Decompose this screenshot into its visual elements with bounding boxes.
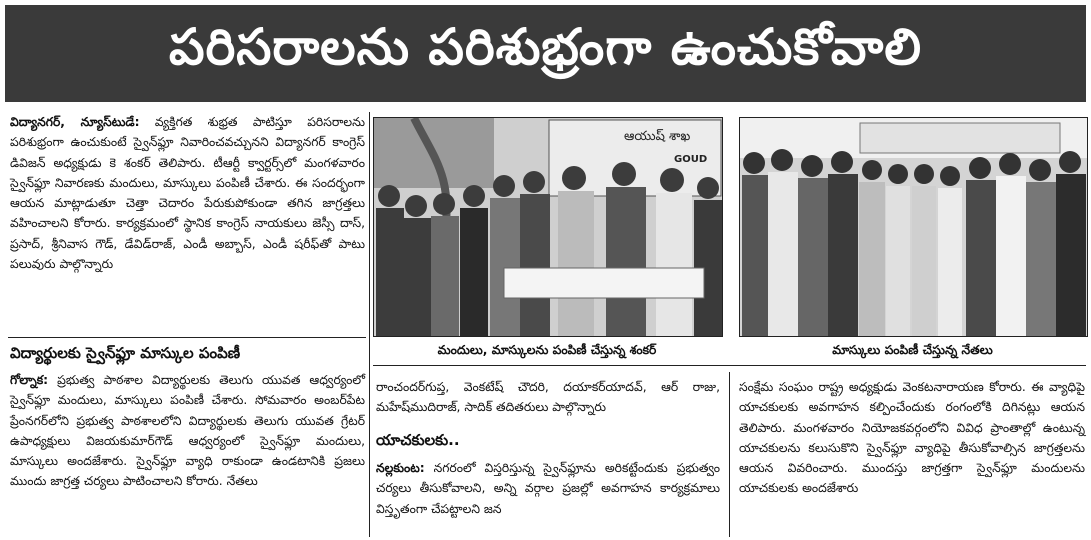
- photo-distribution-shankar: [373, 117, 723, 337]
- story-3-heading: యాచకులకు..: [376, 431, 460, 449]
- photo-1-caption: మందులు, మాస్కులను పంపిణీ చేస్తున్న శంకర్: [437, 343, 657, 357]
- story-3: [376, 458, 720, 519]
- story-2-heading: విద్యార్థులకు స్వైన్‌ఫ్లూ మాస్కుల పంపిణీ: [10, 344, 241, 362]
- caption-divider: [373, 365, 1086, 366]
- crowd-photo-2: [740, 118, 1087, 336]
- story-2-dateline: గోల్నాక:: [10, 373, 49, 387]
- story-1-dateline: విద్యానగర్, న్యూస్‌టుడే:: [10, 115, 140, 129]
- story-2: [10, 370, 365, 492]
- story-3-dateline: నల్లకుంట:: [376, 461, 425, 475]
- crowd-photo-1: [374, 118, 722, 336]
- headline: పరిసరాలను పరిశుభ్రంగా ఉంచుకోవాలి: [5, 5, 1086, 102]
- photo-2-caption: మాస్కులు పంపిణీ చేస్తున్న నేతలు: [832, 343, 993, 357]
- column-divider: [369, 112, 370, 537]
- photo-1-banner-text: ఆయుష్ శాఖ: [624, 129, 691, 144]
- story-2-continued: రాంచందర్‌గుప్త, వెంకటేష్ చౌదరి, దయాకర్‌యాదవ్, ఆర్ రాజు, మహేష్‌ముదిరాజ్, సాదిక్ తదితరులు పాల్గొన్నారు: [376, 380, 720, 415]
- photo-1-banner-name: GOUD: [674, 154, 708, 165]
- column-divider-2: [729, 372, 730, 537]
- section-divider: [8, 337, 366, 338]
- story-1: [10, 112, 365, 274]
- story-2-body: ప్రభుత్వ పాఠశాల విద్యార్థులకు తెలుగు యువత ఆధ్వర్యంలో స్వైన్‌ఫ్లూ మందులు, మాస్కులు పంపిణీ చేశారు. సోమవారం అంబర్‌పేట ప్రేంనగర్‌లోని ప్రభుత్వ పాఠశాలలోని విద్యార్థులకు తెలుగు యువత గ్రేటర్ ఉపాధ్యక్షులు విజయకుమార్‌గౌడ్ ఆధ్వర్యంలో స్వైన్‌ఫ్లూ మందులు, మాస్కులు అందజేశారు. స్వైన్‌ఫ్లూ వ్యాధి రాకుండా ఉండటానికి ప్రజలు ముందు జాగ్రత్త చర్యలు పాటించాలని కోరారు. నేతలు: [10, 373, 365, 489]
- story-3-continued: సంక్షేమ సంఘం రాష్ట్ర అధ్యక్షుడు వెంకటనారాయణ కోరారు. ఈ వ్యాధిపై యాచకులకు అవగాహన కల్పించేందుకు రంగంలోకి దిగినట్లు ఆయన తెలిపారు. మంగళవారం నియోజకవర్గంలోని వివిధ ప్రాంతాల్లో ఉంటున్న యాచకులను కలుసుకొని స్వైన్‌ఫ్లూ వ్యాధిపై తీసుకోవాల్సిన జాగ్రత్తలను ఆయన వివరించారు. ముందస్తు జాగ్రత్తగా స్వైన్‌ఫ్లూ మందులను యాచకులకు అందజేశారు: [739, 380, 1085, 496]
- story-1-body: వ్యక్తిగత శుభ్రత పాటిస్తూ పరిసరాలను పరిశుభ్రంగా ఉంచుకుంటే స్వైన్‌ఫ్లూ నివారించవచ్చునని విద్యానగర్ కాంగ్రెస్ డివిజన్ అధ్యక్షుడు కె శంకర్ తెలిపారు. టీఆర్టీ క్వార్టర్స్‌లో మంగళవారం స్వైన్‌ఫ్లూ నివారణకు మందులు, మాస్కులు పంపిణీ చేశారు. ఈ సందర్భంగా ఆయన మాట్లాడుతూ చెత్తా చెదారం పేరుకుపోకుండా తగిన జాగ్రత్తలు వహించాలని కోరారు. కార్యక్రమంలో స్థానిక కాంగ్రెస్ నాయకులు జెస్సీ దాస్, ప్రసాద్, శ్రీనివాస గౌడ్, డేవిడ్‌రాజ్, ఎండీ అబ్బాస్, ఎండీ షరీఫ్‌తో పాటు పలువురు పాల్గొన్నారు: [10, 115, 365, 272]
- photo-leaders-masks: [739, 117, 1088, 337]
- story-3-body: నగరంలో విస్తరిస్తున్న స్వైన్‌ఫ్లూను అరికట్టేందుకు ప్రభుత్వం చర్యలు తీసుకోవాలని, అన్ని వర్గాల ప్రజల్లో అవగాహన కార్యక్రమాలు విస్తృతంగా చేపట్టాలని జన: [376, 461, 720, 516]
